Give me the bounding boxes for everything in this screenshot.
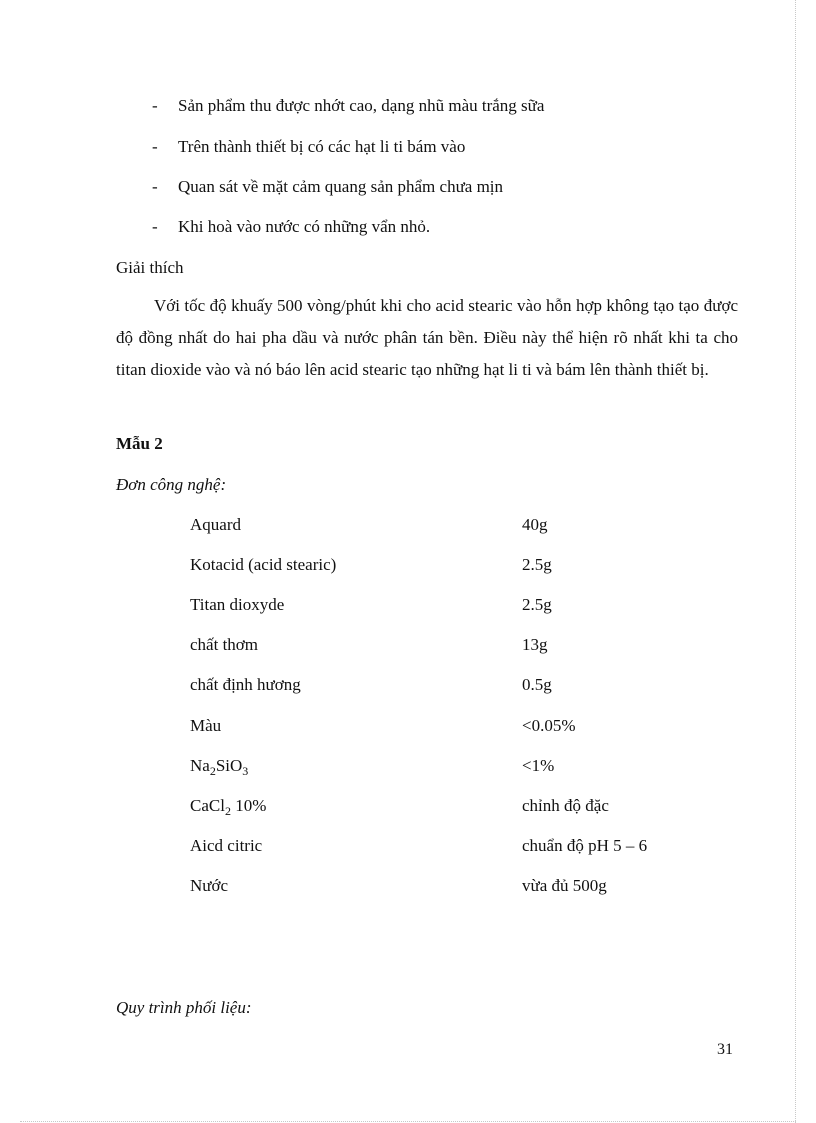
process-label: Quy trình phối liệu: xyxy=(116,998,252,1017)
formula-part: CaCl xyxy=(190,796,225,815)
bullet-dash: - xyxy=(152,177,158,196)
ingredient-row xyxy=(0,675,816,695)
ingredient-amount: chuẩn độ pH 5 – 6 xyxy=(522,836,648,855)
ingredient-name: Kotacid (acid stearic) xyxy=(190,555,337,574)
formula-subscript: 2 xyxy=(224,804,231,818)
ingredient-name: Aicd citric xyxy=(190,836,263,855)
ingredient-amount: 2.5g xyxy=(522,555,552,574)
observation-text: Khi hoà vào nước có những vẩn nhỏ. xyxy=(178,217,431,236)
ingredient-row xyxy=(0,716,816,736)
ingredient-name-calcium-chloride xyxy=(190,796,266,816)
ingredient-row xyxy=(0,836,816,856)
ingredient-row xyxy=(0,595,816,615)
ingredient-amount: <1% xyxy=(522,756,555,775)
observation-item xyxy=(152,137,465,157)
ingredient-amount: 0.5g xyxy=(522,675,552,694)
ingredient-name: chất định hương xyxy=(190,675,301,694)
ingredient-amount: 13g xyxy=(522,635,548,654)
bullet-dash: - xyxy=(152,137,158,156)
explanation-paragraph xyxy=(116,290,738,386)
observation-item xyxy=(152,96,544,116)
ingredient-row xyxy=(0,515,816,535)
observation-text: Trên thành thiết bị có các hạt li ti bám vào xyxy=(178,137,466,156)
ingredient-amount: 40g xyxy=(522,515,548,534)
ingredient-amount: <0.05% xyxy=(522,716,576,735)
bullet-dash: - xyxy=(152,217,158,236)
observation-text: Sản phẩm thu được nhớt cao, dạng nhũ màu trắng sữa xyxy=(178,96,545,115)
ingredient-name: Màu xyxy=(190,716,222,735)
bullet-dash: - xyxy=(152,96,158,115)
observation-item xyxy=(152,217,430,237)
observation-text: Quan sát về mặt cảm quang sản phẩm chưa mịn xyxy=(178,177,504,196)
ingredient-name-sodium-silicate xyxy=(190,756,248,776)
observation-item xyxy=(152,177,503,197)
formula-subscript: 3 xyxy=(242,764,249,778)
formula-label: Đơn công nghệ: xyxy=(116,475,227,494)
formula-part: 10% xyxy=(230,796,267,815)
ingredient-row xyxy=(0,796,816,816)
formula-part: Na xyxy=(190,756,210,775)
ingredient-row xyxy=(0,555,816,575)
page-edge-right xyxy=(795,0,796,1123)
page-edge-bottom xyxy=(20,1121,796,1122)
ingredient-row xyxy=(0,635,816,655)
ingredient-amount: vừa đủ 500g xyxy=(522,876,607,895)
sample-title: Mẫu 2 xyxy=(116,434,163,453)
page-number: 31 xyxy=(717,1041,733,1058)
ingredient-amount: 2.5g xyxy=(522,595,552,614)
ingredient-name: Nước xyxy=(190,876,229,895)
ingredient-name: Titan dioxyde xyxy=(190,595,285,614)
explanation-text: Với tốc độ khuấy 500 vòng/phút khi cho acid stearic vào hỗn hợp không tạo tạo được độ đồng nhất do hai pha dầu và nước phân tán bền. Điều này thể hiện rõ nhất khi ta cho titan dioxide vào và nó báo lên acid stearic tạo những hạt li ti và bám lên thành thiết bị. xyxy=(116,296,738,379)
ingredient-row xyxy=(0,756,816,776)
ingredient-name: Aquard xyxy=(190,515,241,534)
ingredient-amount: chỉnh độ đặc xyxy=(522,796,609,815)
formula-part: SiO xyxy=(215,756,243,775)
formula-subscript: 2 xyxy=(209,764,216,778)
ingredient-name: chất thơm xyxy=(190,635,258,654)
ingredient-row xyxy=(0,876,816,896)
explanation-heading: Giải thích xyxy=(116,258,184,277)
